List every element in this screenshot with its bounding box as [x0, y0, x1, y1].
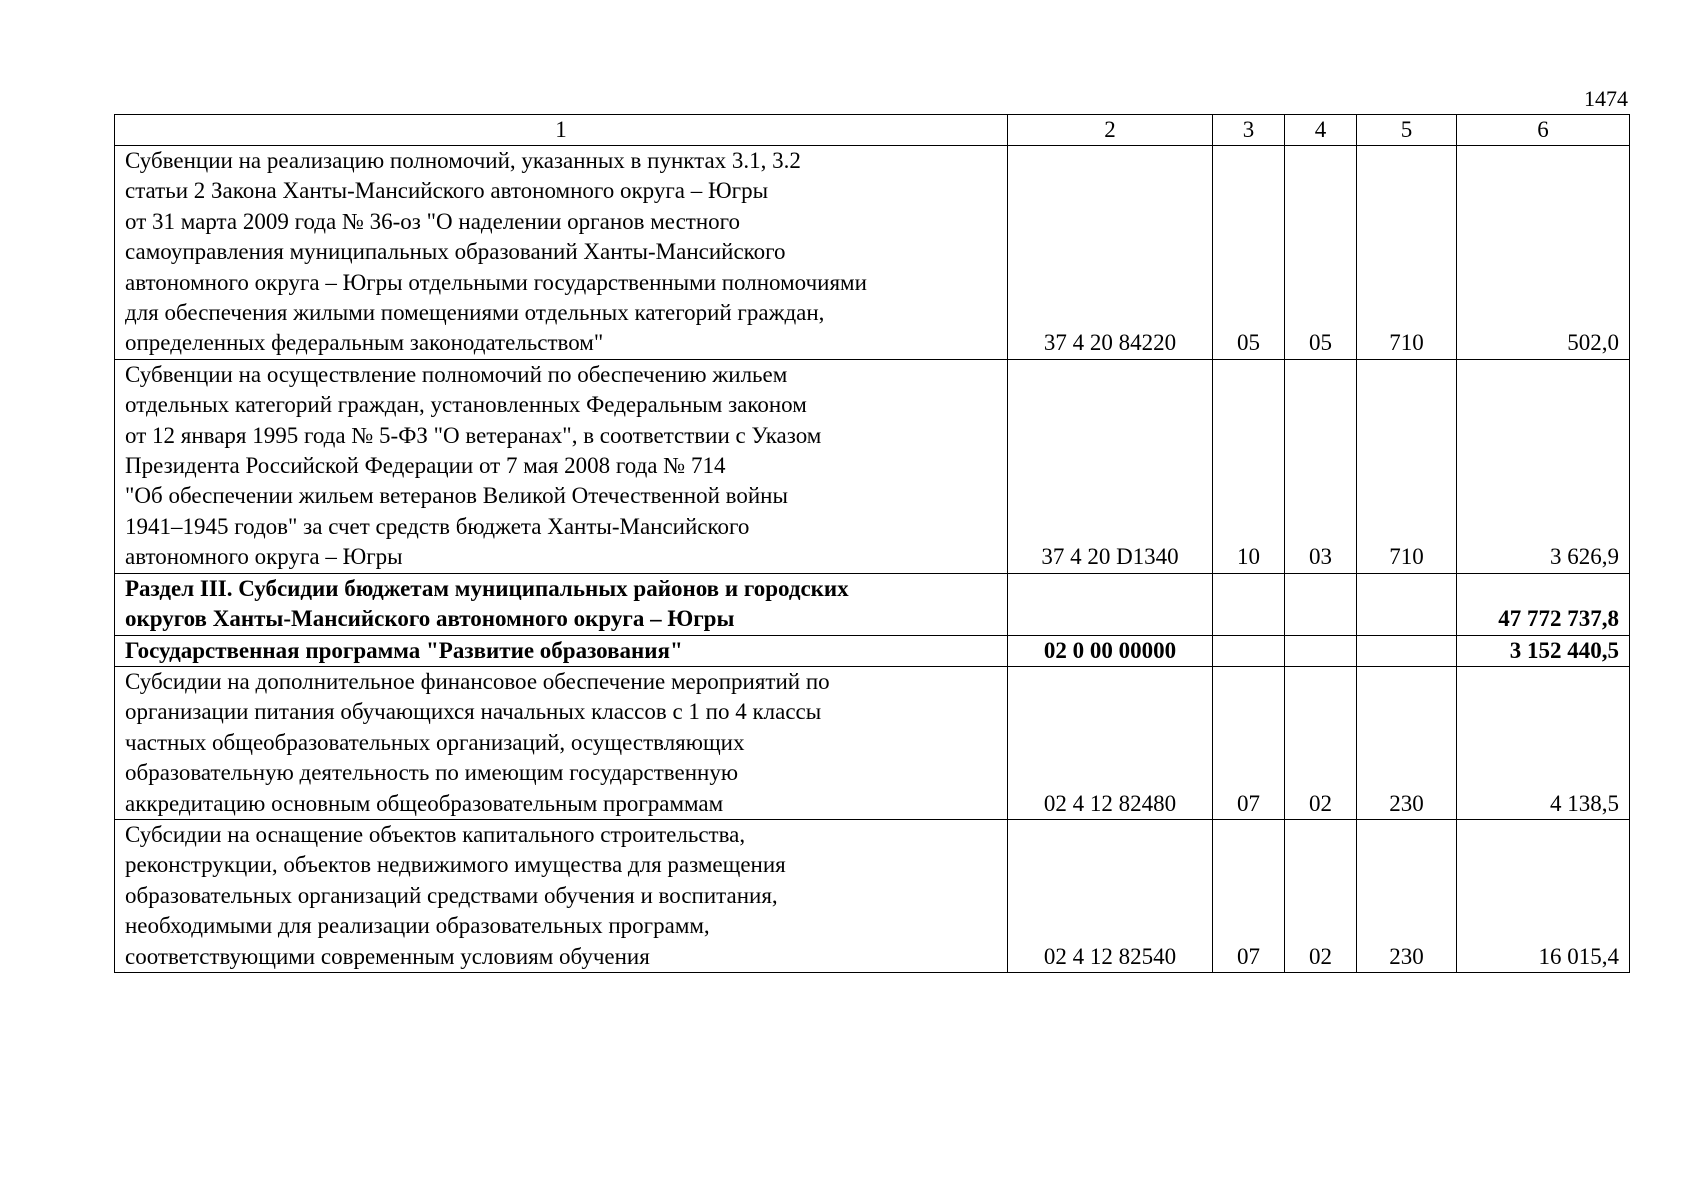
row-budget-code: 37 4 20 D1340 [1008, 359, 1213, 573]
row-expense-type: 230 [1357, 819, 1457, 972]
column-header-5: 5 [1357, 115, 1457, 146]
row-description: Субсидии на дополнительное финансовое обеспечение мероприятий по организации питания обучающихся начальных классов с 1 по 4 классы частных общеобразовательных организаций, осуществляющих образовательную деятельность по имеющим государственную аккредитацию основным общеобразовательным программам [115, 666, 1008, 819]
column-header-1: 1 [115, 115, 1008, 146]
column-header-4: 4 [1285, 115, 1357, 146]
row-section-code [1213, 635, 1285, 666]
row-section-code: 10 [1213, 359, 1285, 573]
row-amount: 47 772 737,8 [1457, 573, 1630, 635]
budget-table [114, 114, 1630, 973]
row-description: Субвенции на осуществление полномочий по обеспечению жильем отдельных категорий граждан, установленных Федеральным законом от 12 января 1995 года № 5-ФЗ "О ветеранах", в соответствии с Указом Президента Российской Федерации от 7 мая 2008 года № 714 "Об обеспечении жильем ветеранов Великой Отечественной войны 1941–1945 годов" за счет средств бюджета Ханты-Мансийского автономного округа – Югры [115, 359, 1008, 573]
table-row [115, 146, 1630, 360]
row-amount: 16 015,4 [1457, 819, 1630, 972]
row-section-code: 07 [1213, 819, 1285, 972]
program-row [115, 635, 1630, 666]
row-description: Субвенции на реализацию полномочий, указанных в пунктах 3.1, 3.2 статьи 2 Закона Ханты-Мансийского автономного округа – Югры от 31 марта 2009 года № 36-оз "О наделении органов местного самоуправления муниципальных образований Ханты-Мансийского автономного округа – Югры отдельными государственными полномочиями для обеспечения жилыми помещениями отдельных категорий граждан, определенных федеральным законодательством" [115, 146, 1008, 360]
column-header-6: 6 [1457, 115, 1630, 146]
row-expense-type: 710 [1357, 146, 1457, 360]
row-budget-code: 02 4 12 82480 [1008, 666, 1213, 819]
row-amount: 3 152 440,5 [1457, 635, 1630, 666]
row-budget-code: 02 0 00 00000 [1008, 635, 1213, 666]
row-section-code [1213, 573, 1285, 635]
row-section-code: 07 [1213, 666, 1285, 819]
row-section-code: 05 [1213, 146, 1285, 360]
row-amount: 4 138,5 [1457, 666, 1630, 819]
table-row [115, 819, 1630, 972]
page-number: 1474 [1584, 86, 1628, 111]
row-amount: 3 626,9 [1457, 359, 1630, 573]
row-subsection-code: 02 [1285, 819, 1357, 972]
row-amount: 502,0 [1457, 146, 1630, 360]
column-header-2: 2 [1008, 115, 1213, 146]
table-row [115, 359, 1630, 573]
header-row [115, 115, 1630, 146]
row-expense-type: 230 [1357, 666, 1457, 819]
row-subsection-code: 02 [1285, 666, 1357, 819]
column-header-3: 3 [1213, 115, 1285, 146]
row-budget-code: 02 4 12 82540 [1008, 819, 1213, 972]
row-expense-type [1357, 573, 1457, 635]
row-subsection-code: 03 [1285, 359, 1357, 573]
row-budget-code [1008, 573, 1213, 635]
row-subsection-code: 05 [1285, 146, 1357, 360]
table-row [115, 666, 1630, 819]
row-description: Государственная программа "Развитие образования" [115, 635, 1008, 666]
section-header-row [115, 573, 1630, 635]
row-subsection-code [1285, 573, 1357, 635]
row-expense-type: 710 [1357, 359, 1457, 573]
row-description: Субсидии на оснащение объектов капитального строительства, реконструкции, объектов недвижимого имущества для размещения образовательных организаций средствами обучения и воспитания, необходимыми для реализации образовательных программ, соответствующими современным условиям обучения [115, 819, 1008, 972]
row-subsection-code [1285, 635, 1357, 666]
row-description: Раздел III. Субсидии бюджетам муниципальных районов и городских округов Ханты-Мансийского автономного округа – Югры [115, 573, 1008, 635]
row-expense-type [1357, 635, 1457, 666]
row-budget-code: 37 4 20 84220 [1008, 146, 1213, 360]
